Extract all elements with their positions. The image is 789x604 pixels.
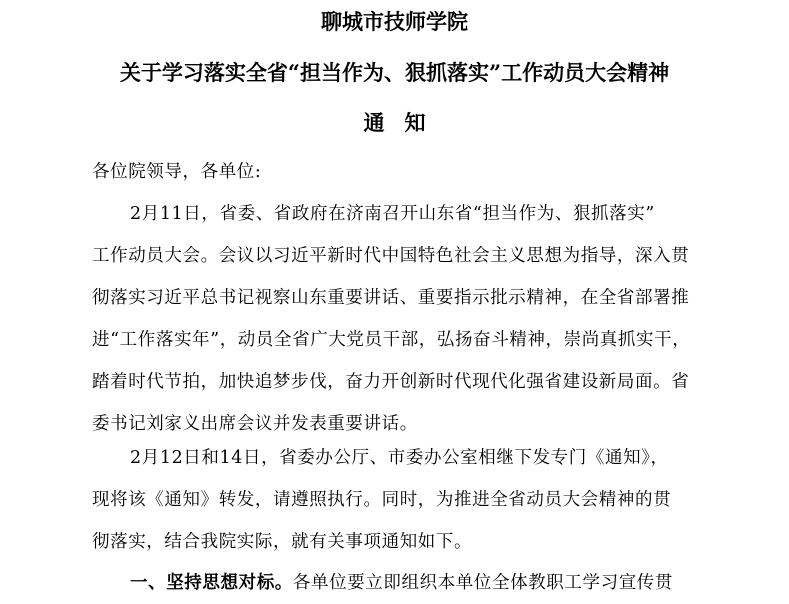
- paragraph-line: 工作动员大会。会议以习近平新时代中国特色社会主义思想为指导，深入贯: [92, 246, 690, 266]
- paragraph-line: [92, 562, 712, 604]
- document-title: 关于学习落实全省“担当作为、狠抓落实”工作动员大会精神: [119, 60, 670, 85]
- document-type-heading: 通知: [363, 110, 446, 135]
- section-heading: 一、坚持思想对标。: [130, 573, 293, 593]
- section-text: 各单位要立即组织本单位全体教职工学习宣传贯: [292, 573, 674, 593]
- paragraph-line: 2月11日，省委、省政府在济南召开山东省“担当作为、狠抓落实”: [130, 204, 655, 224]
- paragraph-3: [92, 562, 712, 604]
- paragraph-2: [92, 437, 712, 563]
- paragraph-1: [92, 193, 712, 445]
- paragraph-line: 现将该《通知》转发，请遵照执行。同时，为推进全省动员大会精神的贯: [92, 490, 672, 510]
- paragraph-line: 彻落实习近平总书记视察山东重要讲话、重要指示批示精神，在全省部署推: [92, 288, 690, 308]
- paragraph-line: 2月12日和14日，省委办公厅、市委办公室相继下发专门《通知》，: [130, 448, 669, 468]
- paragraph-line: 进“工作落实年”，动员全省广大党员干部，弘扬奋斗精神，崇尚真抓实干，: [92, 330, 691, 350]
- issuer-title: 聊城市技师学院: [321, 9, 468, 34]
- paragraph-line: 彻落实，结合我院实际，就有关事项通知如下。: [92, 532, 473, 552]
- paragraph-line: 委书记刘家义出席会议并发表重要讲话。: [92, 414, 418, 434]
- paragraph-line: 踏着时代节拍，加快追梦步伐，奋力开创新时代现代化强省建设新局面。省: [92, 372, 690, 392]
- salutation: 各位院领导，各单位:: [92, 162, 262, 182]
